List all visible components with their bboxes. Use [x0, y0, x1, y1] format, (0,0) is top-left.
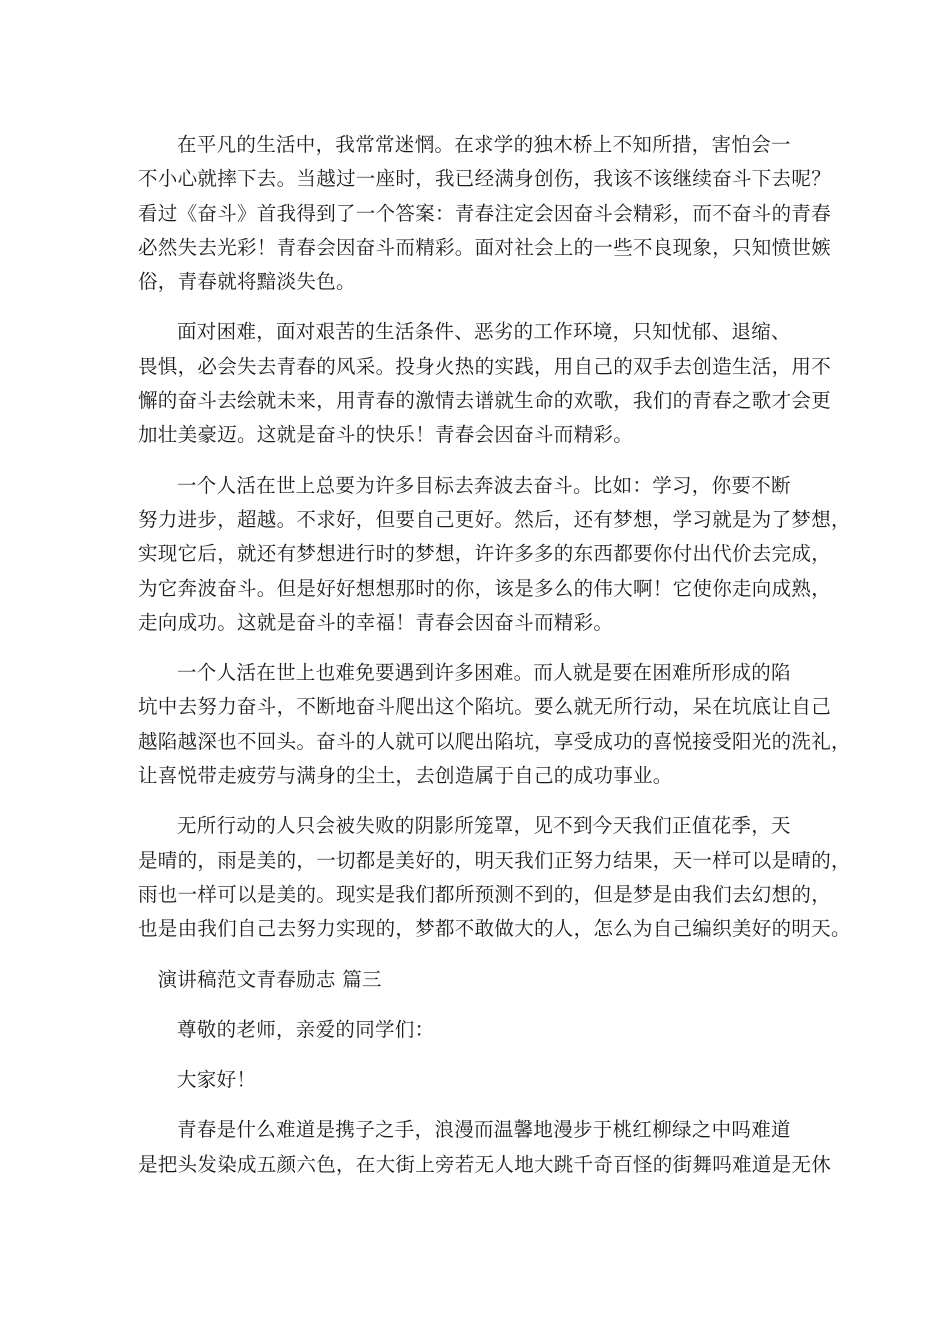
section-heading-text: 演讲稿范文青春励志 篇三 — [157, 967, 382, 991]
paragraph-line: 越陷越深也不回头。奋斗的人就可以爬出陷坑，享受成功的喜悦接受阳光的洗礼， — [138, 729, 851, 753]
paragraph-line: 是晴的，雨是美的，一切都是美好的，明天我们正努力结果，天一样可以是晴的， — [138, 848, 851, 872]
paragraph-line: 必然失去光彩！青春会因奋斗而精彩。面对社会上的一些不良现象，只知愤世嫉 — [138, 235, 832, 259]
paragraph-line: 实现它后，就还有梦想进行时的梦想，许许多多的东西都要你付出代价去完成， — [138, 542, 832, 566]
paragraph-line: 看过《奋斗》首我得到了一个答案：青春注定会因奋斗会精彩，而不奋斗的青春 — [138, 201, 832, 225]
body-paragraph-4 — [138, 656, 851, 793]
paragraph-line: 也是由我们自己去努力实现的，梦都不敢做大的人，怎么为自己编织美好的明天。 — [138, 917, 851, 941]
paragraph-line: 青春是什么难道是携子之手，浪漫而温馨地漫步于桃红柳绿之中吗难道 — [177, 1118, 791, 1142]
paragraph-line: 懈的奋斗去绘就未来，用青春的激情去谱就生命的欢歌，我们的青春之歌才会更 — [138, 389, 832, 413]
paragraph-line: 加壮美豪迈。这就是奋斗的快乐！青春会因奋斗而精彩。 — [138, 423, 634, 447]
greeting-text: 大家好！ — [177, 1068, 257, 1092]
salutation-text: 尊敬的老师，亲爱的同学们： — [177, 1017, 435, 1041]
paragraph-line: 一个人活在世上也难免要遇到许多困难。而人就是要在困难所形成的陷 — [177, 661, 791, 685]
paragraph-line: 雨也一样可以是美的。现实是我们都所预测不到的，但是梦是由我们去幻想的， — [138, 882, 832, 906]
body-paragraph-2 — [138, 315, 832, 452]
paragraph-line: 让喜悦带走疲劳与满身的尘土，去创造属于自己的成功事业。 — [138, 764, 673, 788]
paragraph-line: 一个人活在世上总要为许多目标去奔波去奋斗。比如：学习，你要不断 — [177, 473, 791, 497]
document-page — [138, 128, 851, 1182]
paragraph-line: 无所行动的人只会被失败的阴影所笼罩，见不到今天我们正值花季，天 — [177, 814, 791, 838]
body-paragraph-1 — [138, 128, 832, 299]
paragraph-line: 为它奔波奋斗。但是好好想想那时的你，该是多么的伟大啊！它使你走向成熟， — [138, 576, 832, 600]
body-paragraph-6 — [138, 1113, 832, 1182]
paragraph-line: 面对困难，面对艰苦的生活条件、恶劣的工作环境，只知忧郁、退缩、 — [177, 320, 791, 344]
paragraph-line: 坑中去努力奋斗，不断地奋斗爬出这个陷坑。要么就无所行动，呆在坑底让自己 — [138, 695, 832, 719]
paragraph-line: 是把头发染成五颜六色，在大街上旁若无人地大跳千奇百怪的街舞吗难道是无休 — [138, 1152, 832, 1176]
paragraph-line: 在平凡的生活中，我常常迷惘。在求学的独木桥上不知所措，害怕会一 — [177, 133, 791, 156]
greeting — [138, 1063, 828, 1097]
paragraph-line: 俗，青春就将黯淡失色。 — [138, 270, 356, 294]
paragraph-line: 走向成功。这就是奋斗的幸福！青春会因奋斗而精彩。 — [138, 610, 614, 634]
body-paragraph-3 — [138, 469, 851, 640]
paragraph-line: 努力进步，超越。不求好，但要自己更好。然后，还有梦想，学习就是为了梦想， — [138, 507, 851, 531]
paragraph-line: 不小心就摔下去。当越过一座时，我已经满身创伤，我该不该继续奋斗下去呢？ — [138, 167, 832, 191]
section-heading — [138, 963, 828, 997]
paragraph-line: 畏惧，必会失去青春的风采。投身火热的实践，用自己的双手去创造生活，用不 — [138, 354, 832, 378]
salutation — [138, 1013, 828, 1047]
body-paragraph-5 — [138, 809, 851, 946]
